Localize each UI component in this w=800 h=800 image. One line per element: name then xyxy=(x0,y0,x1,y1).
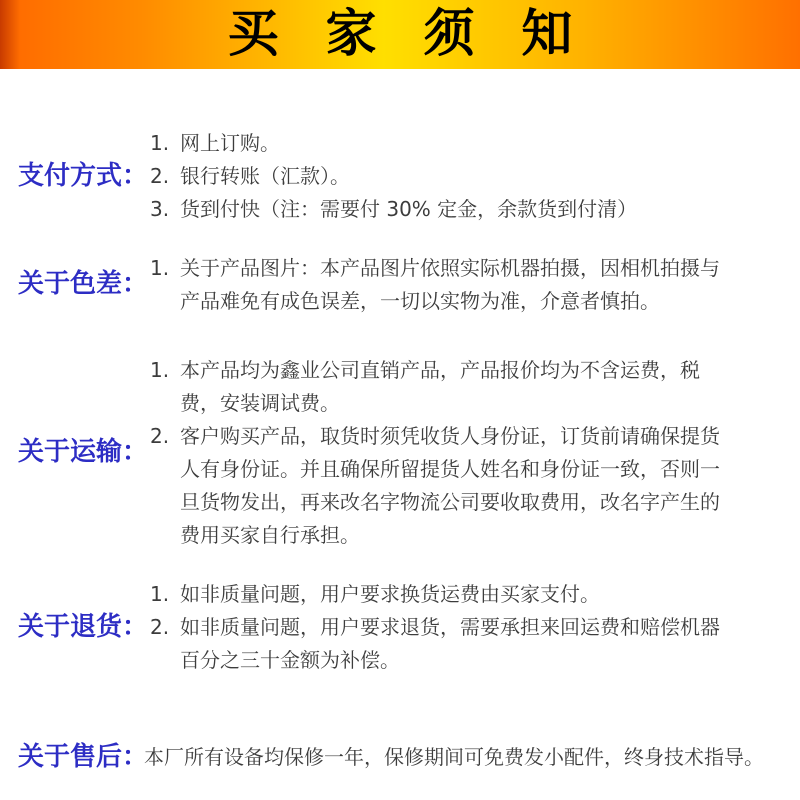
page-title: 买家须知 xyxy=(227,5,620,64)
item-number: 1. xyxy=(150,131,170,155)
section-content xyxy=(150,578,735,677)
item-text: 如非质量问题，用户要求退货，需要承担来回运费和赔偿机器百分之三十金额为补偿。 xyxy=(180,615,720,672)
section-color-difference xyxy=(0,252,800,318)
section-label: 支付方式： xyxy=(18,160,149,191)
list-item xyxy=(150,193,735,226)
item-number: 1. xyxy=(150,358,170,382)
list-item xyxy=(150,611,735,677)
list-item xyxy=(150,160,735,193)
section-content xyxy=(144,741,792,774)
item-text: 网上订购。 xyxy=(180,131,280,155)
list-item xyxy=(150,354,735,420)
item-number: 1. xyxy=(150,582,170,606)
item-number: 1. xyxy=(150,256,170,280)
item-number: 2. xyxy=(150,164,170,188)
section-returns xyxy=(0,578,800,677)
header-banner xyxy=(0,0,800,69)
section-content xyxy=(150,252,735,318)
item-number: 2. xyxy=(150,615,170,639)
item-text: 关于产品图片：本产品图片依照实际机器拍摄，因相机拍摄与产品难免有成色误差，一切以实物为准，介意者慎拍。 xyxy=(180,256,720,313)
item-number: 3. xyxy=(150,197,170,221)
list-item xyxy=(150,578,735,611)
section-content xyxy=(150,127,735,226)
item-number: 2. xyxy=(150,424,170,448)
notice-sections xyxy=(0,69,800,774)
section-content xyxy=(150,354,735,552)
section-label: 关于运输： xyxy=(18,437,149,468)
list-item xyxy=(150,252,735,318)
section-label: 关于色差： xyxy=(18,269,149,300)
list-item xyxy=(150,420,735,552)
section-label: 关于退货： xyxy=(18,611,149,642)
list-item xyxy=(150,127,735,160)
item-text: 货到付快（注：需要付 30% 定金，余款货到付清） xyxy=(180,197,638,221)
item-text: 如非质量问题，用户要求换货运费由买家支付。 xyxy=(180,582,600,606)
item-text: 本产品均为鑫业公司直销产品，产品报价均为不含运费，税费，安装调试费。 xyxy=(180,358,700,415)
section-label: 关于售后： xyxy=(18,741,149,772)
section-after-sales xyxy=(0,741,800,774)
item-text: 本厂所有设备均保修一年，保修期间可免费发小配件，终身技术指导。 xyxy=(144,745,764,769)
item-text: 银行转账（汇款）。 xyxy=(180,164,350,188)
section-payment-methods xyxy=(0,127,800,226)
section-shipping xyxy=(0,354,800,552)
item-text: 客户购买产品，取货时须凭收货人身份证，订货前请确保提货人有身份证。并且确保所留提货人姓名和身份证一致，否则一旦货物发出，再来改名字物流公司要收取费用，改名字产生的费用买家自行承担。 xyxy=(180,424,720,547)
